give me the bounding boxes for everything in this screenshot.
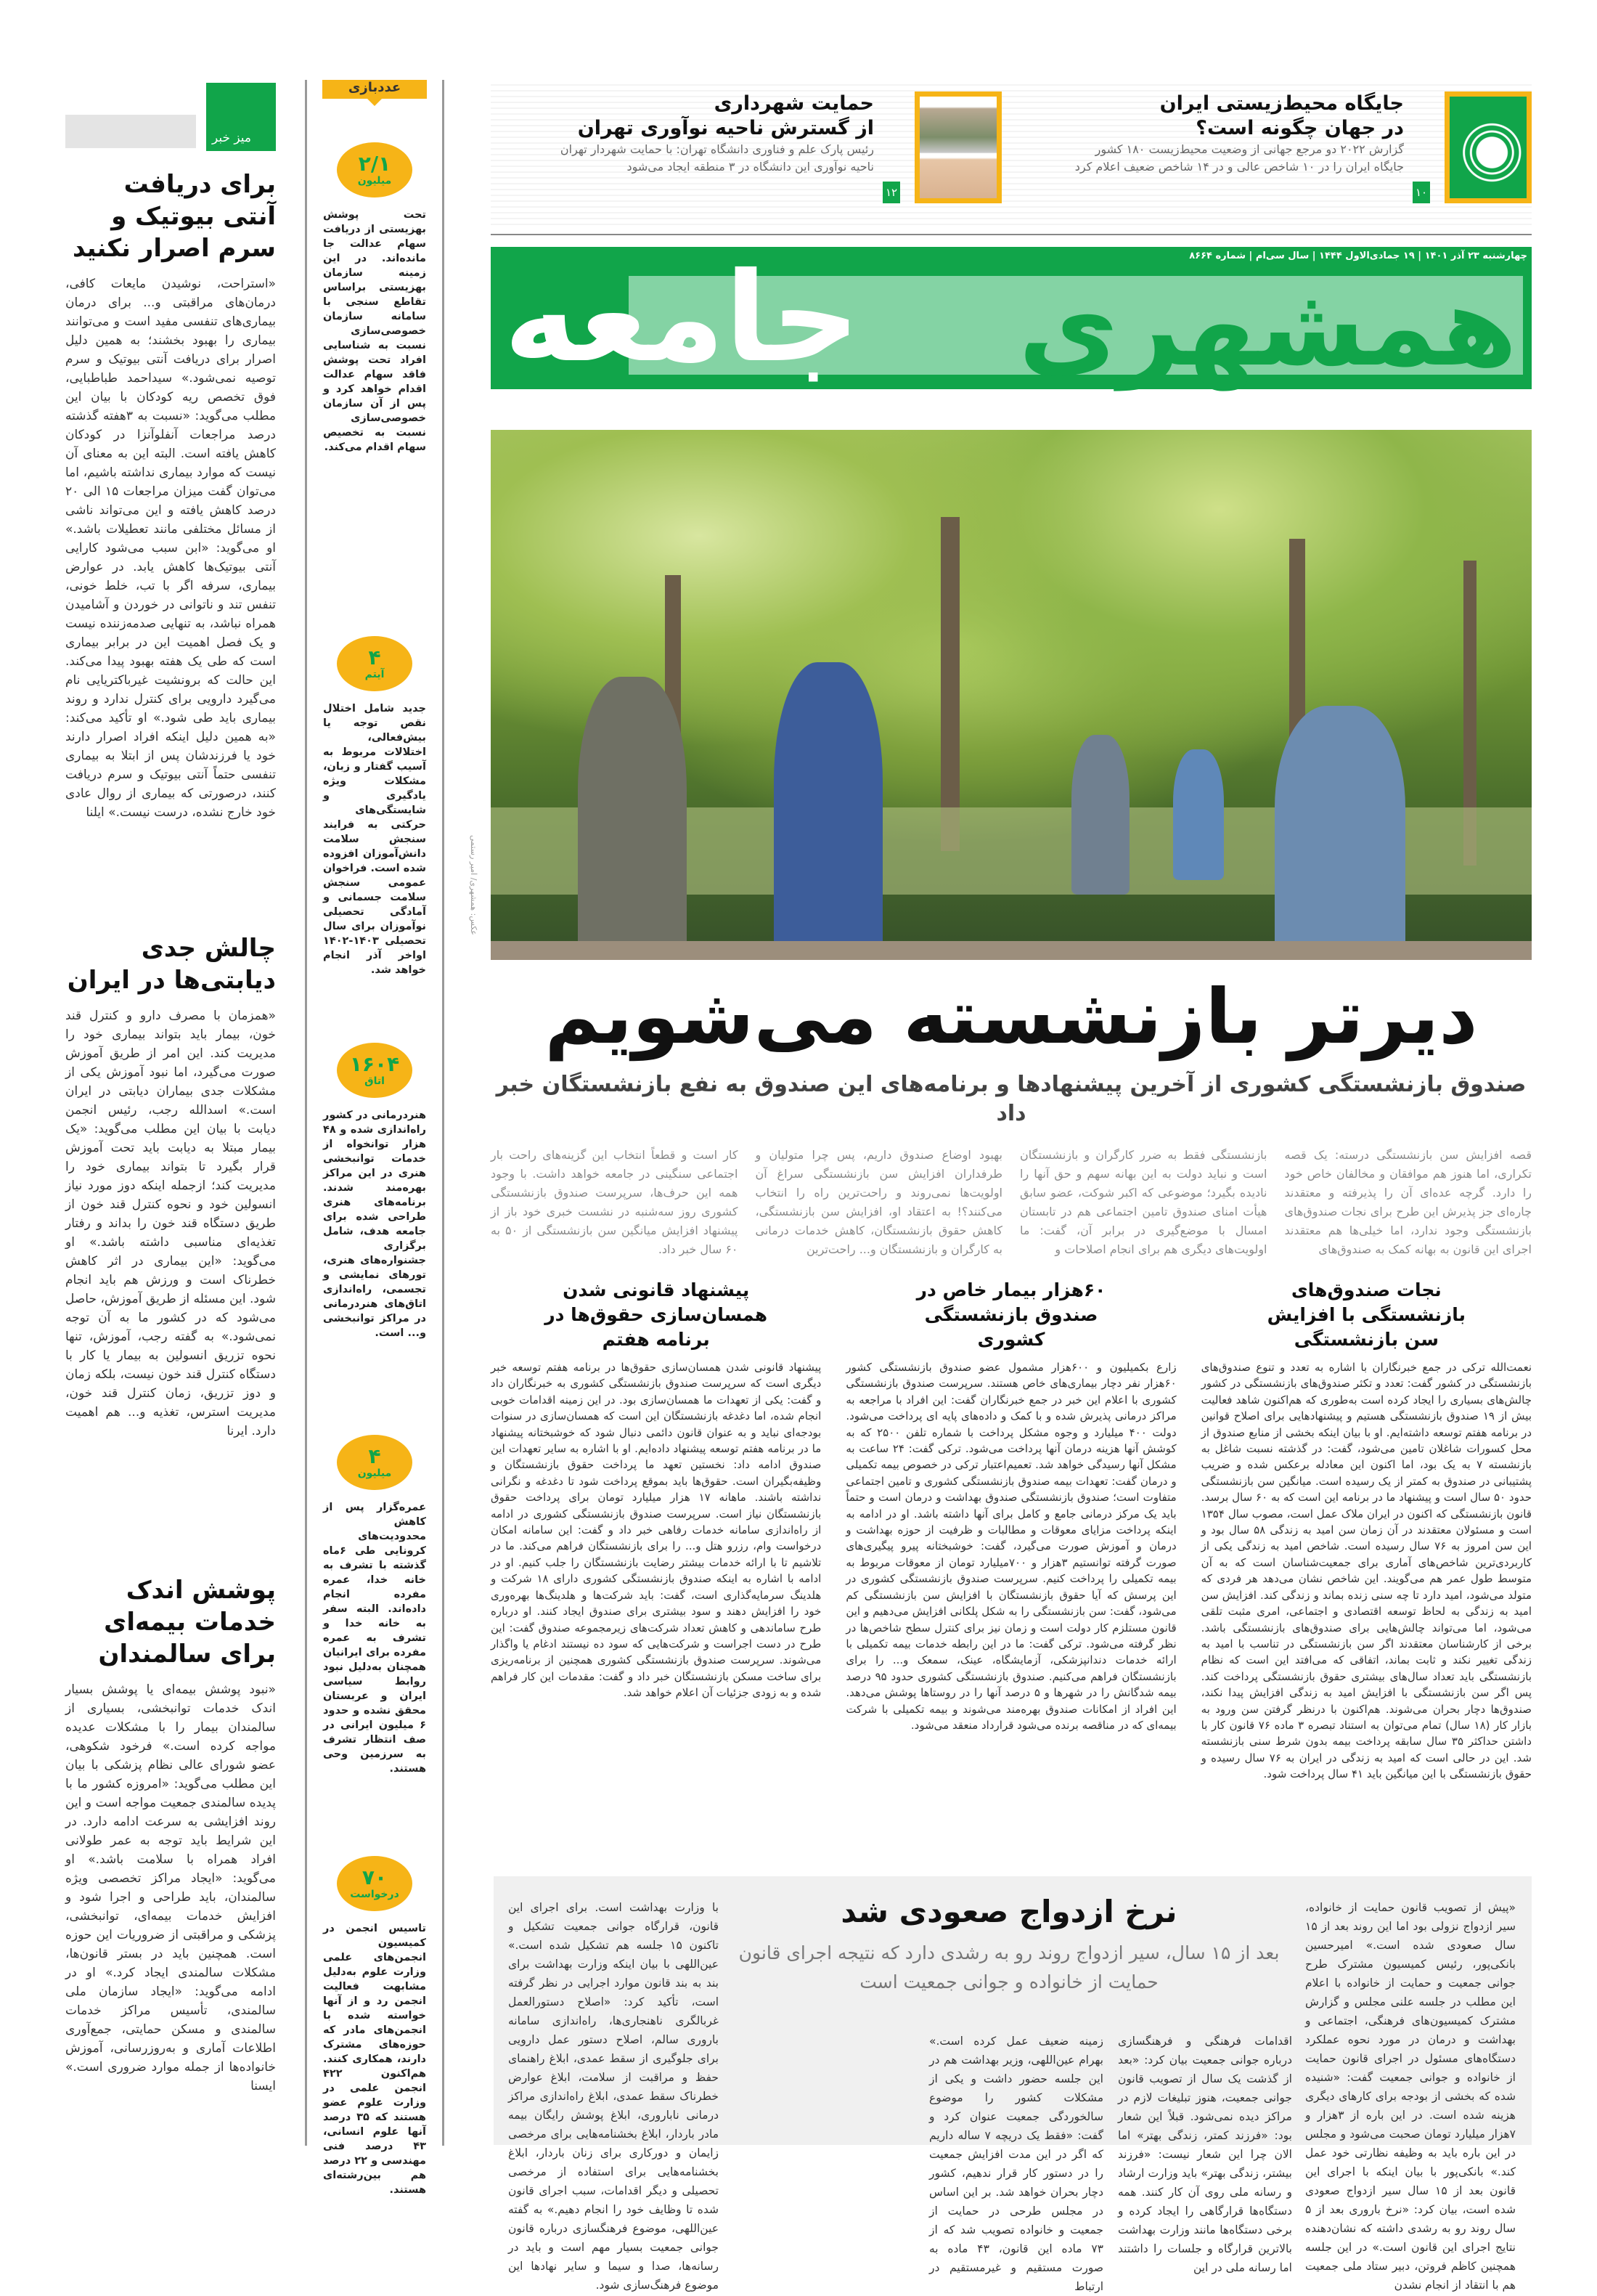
stat-bubble bbox=[337, 142, 412, 198]
lead-subheadline: صندوق بازنشستگی کشوری از آخرین پیشنهادها و برنامه‌های این صندوق به نفع بازنشستگان خبر داد bbox=[496, 1072, 1527, 1126]
stat-number: ۲/۱ bbox=[358, 152, 391, 176]
box-column: زمینه ضعیف عمل کرده است.» بهرام عین‌اللهی، وزیر بهداشت هم در این جلسه حضور داشت و یکی از مشکلات کشور را موضوع سالخوردگی جمعیت عنوان کرد و گفت: «فقط یک دریچه ۷ ساله داریم که اگر در این مدت افزایش جمعیت را در دستور کار قرار ندهیم، کشور دچار بحران خواهد شد. بر این اساس در مجلس طرحی در حمایت از جمعیت و خانواده تصویب شد که از ۷۳ ماده این قانون، ۴۳ ماده به صورت مستقیم و غیرمستقیم در ارتباط bbox=[929, 2035, 1104, 2293]
teaser-headline: جایگاه محیط‌زیستی ایران bbox=[1159, 92, 1404, 115]
section-column bbox=[846, 1278, 1176, 1863]
teaser-headline: در جهان چگونه است؟ bbox=[1196, 117, 1404, 139]
tag-bar bbox=[65, 115, 196, 148]
box-column: با وزارت بهداشت است. برای اجرای این قانون، قرارگاه جوانی جمعیت تشکیل و تاکنون ۱۵ جلسه هم تشکیل شده است.» عین‌اللهی با بیان اینکه وزارت بهداشت برای بند به بند قانون موارد اجرایی در نظر گرفته است، تأکید کرد: «اصلاح دستورالعمل غربالگری ناهنجاری‌ها، راه‌اندازی سامانه باروری سالم، اصلاح دستور عمل دارویی برای جلوگیری از سقط عمدی، ابلاغ راهنمای حفظ و مراقبت از سلامت، ابلاغ عوارض خطرناک سقط عمدی، ابلاغ راه‌اندازی مراکز درمانی ناباروری، ابلاغ پوشش رایگان بیمه مادر باردار، ابلاغ بخشنامه‌هایی برای مرخصی زایمان و دورکاری برای زنان باردار، ابلاغ بخشنامه‌هایی برای استفاده از مرخصی تحصیلی و دیگر اقدامات، سبب اجرای قانون شده تا وظایف خود را انجام دهیم.» به گفته عین‌اللهی، موضوع فرهنگسازی درباره قانون جوانی جمعیت بسیار مهم است و باید در رسانه‌ها، صدا و سیما و سایر نهادها این موضوع فرهنگ‌سازی شود. bbox=[508, 1901, 719, 2292]
tree-trunk bbox=[941, 517, 960, 851]
teaser-summary: گزارش ۲۰۲۲ دو مرجع جهانی از وضعیت محیط‌زیست ۱۸۰ کشور bbox=[1095, 142, 1404, 156]
stat-number: ۱۶۰۴ bbox=[349, 1052, 400, 1076]
stat-unit: درخواست bbox=[350, 1889, 399, 1900]
dateline: چهارشنبه ۲۳ آذر ۱۴۰۱ | ۱۹ جمادی‌الاول ۱۴۴۴ | سال سی‌ام | شماره ۸۶۶۴ bbox=[1189, 251, 1527, 261]
article-body: «استراحت، نوشیدن مایعات کافی، درمان‌های مراقبتی و... برای درمان بیماری‌های تنفسی مفید است و می‌توانند بیماری را بهبود بخشند؛ به همین دلیل اصرار برای دریافت آنتی بیوتیک و سرم توصیه نمی‌شود.» سیداحمد طباطبایی، فوق تخصص ریه کودکان با بیان این مطلب می‌گوید: «نسبت به ۳هفته گذشته درصد مراجعات آنفلوآنزا در کودکان کاهش یافته است. البته این به معنای آن نیست که موارد بیماری نداشته باشیم، اما می‌توان گفت میزان مراجعات ۱۵ الی ۲۰ درصد کاهش یافته و این می‌تواند ناشی از مسائل مختلفی مانند تعطیلات باشد.» او می‌گوید: «ابن سبب می‌شود کارایی آنتی بیوتیک‌ها کاهش یابد. در عوارض بیماری، سرفه اگر با تب، خلط خونی، تنفس تند و ناتوانی در خوردن و آشامیدن همراه نباشد، به تنهایی صدمه‌زننده نیست و یک فصل اهمیت این در برابر بیماری است که طی یک هفته بهبود پیدا می‌کند. این حالت که برونشیت غیرباکتریایی نام می‌گیرد دارویی برای کنترل ندارد و روند بیماری باید طی شود.» او تأکید می‌کند: «به همین دلیل اینکه افراد اصرار دارند خود یا فرزندشان پس از ابتلا به بیماری تنفسی حتماً آنتی بیوتیک و سرم دریافت کنند، درصورتی که بیماری از روال عادی خود خارج نشده، درست نیست.» ایلنا bbox=[65, 277, 276, 820]
elderly-man-blue-jacket bbox=[774, 662, 883, 960]
news-desk-label: میز خبر bbox=[206, 83, 276, 151]
teaser-strip bbox=[491, 80, 1532, 225]
section-body: زارع بکمیلیون و ۶۰۰هزار مشمول عضو صندوق بازنشستگی کشور ۶۰هزار نفر دچار بیماری‌های خاص هستند. سرپرست صندوق بازنشستگی کشوری با اعلام این خبر در جمع خبرنگاران گفت: این افراد با مراجعه به مراکز درمانی پذیرش شده و با کمک و داده‌های پایه ای پرداخت می‌شود. دولت ۴۰۰ میلیارد و وجوه مشکل پرداخت با شماره تلفن ۲۵۰۰ که به کوشش آنها هزینه درمان آنها پرداخت می‌شود. ترکی گفت: ۲۴ ساعت به مشکل آنها رسیدگی خواهد شد. تعمیم‌اعتبار ترکی در خصوص بیمه تکمیلی و درمان گفت: تعهدات بیمه صندوق بازنشستگی کشوری و تامین اجتماعی متفاوت است؛ صندوق بازنشستگی صندوق بهداشت و درمان است و حتماً باید یک مرکز درمانی جامع و کامل برای آنها داشته باشد. او در ادامه به اینکه پرداخت مزایای معوقات و مطالبات و ظرفیت از حوزه بهداشت و درمان و آموزش صورت می‌گیرد، گفت: خوشبختانه پیرو پیگیری‌های صورت گرفته توانستیم ۳هزار و ۷۰۰میلیارد تومان از معوقات مربوط به بیمه تکمیلی را پرداخت کنیم. سرپرست صندوق بازنشستگی کشوری در این پرسش که آیا حقوق بازنشستگان با افزایش سن بازنشستگی کم می‌شود، گفت: سن بازنشستگی را به شکل پلکانی افزایش می‌دهیم و این قانون مستلزم کار دولت است و زمان نیز برای کنترل سطح شاخص‌ها در نظر گرفته می‌شود. ترکی گفت: ما در این رابطه خدمات بیمه تکمیلی با ارائه خدمات دندانپزشکی، آزمایشگاه، عینک، سمعک و... را برای بازنشستگان فراهم می‌کنیم. صندوق بازنشستگی کشوری حدود ۹۵ درصد بیمه شدگانش را در شهرها و ۵ درصد آنها را در روستاها پوشش می‌دهد. این افراد از امکانات صندوق بهره‌مند می‌شوند و بیمه تکمیلی با شرکت بیمه‌ای که در مناقصه برنده می‌شود قرارداد منعقد می‌شود. bbox=[846, 1361, 1177, 1732]
stat-bubble bbox=[337, 1856, 412, 1911]
stat-text: هنردرمانی در کشور راه‌اندازی شده و ۴۸ هزار توانخواه از خدمات توانبخشی هنری در این مراکز بهره‌مند شدند. برنامه‌های هنری طراحی شده برای جامعه هدف، شامل برگزاری جشنواره‌های هنری، تورهای نمایشی و تجسمی، راه‌اندازی اتاق‌های هنردرمانی در مراکز توانبخشی و... است. bbox=[323, 1110, 426, 1339]
stat-text: جدید شامل اختلال نقص توجه یا بیش‌فعالی، اختلالات مربوط به آسیب گفتار و زبان، مشکلات ویژه یادگیری و شایستگی‌های حرکتی به فرایند سنجش سلامت دانش‌آموزان افزوده شده است. فراخوان عمومی سنجش سلامت جسمانی و آمادگی تحصیلی نوآموزان برای سال تحصیلی ۱۴۰۳-۱۴۰۲ اواخر آذر انجام خواهد شد. bbox=[323, 703, 426, 976]
section-body: پیشنهاد قانونی شدن همسان‌سازی حقوق‌ها در برنامه هفتم توسعه خبر دیگری است که سرپرست صندوق بازنشستگی کشوری به خبرنگاران داد و گفت: یکی از تعهدات ما همسان‌سازی بود. در این زمینه اقدامات خوبی انجام شده، اما دغدغه بازنشستگان این است که همسان‌سازی در سنوات بودجه‌ای نباید و به عنوان قانون دائمی دنبال شود که خوشبختانه پیشنهاد ما در برنامه هفتم توسعه پیشنهاد داده‌ایم. او با اشاره به سایر تعهدات این صندوق ادامه داد: نخستین تعهد ما پرداخت حقوق بازنشستگان و وظیفه‌بگیران است. حقوق‌ها باید بموقع پرداخت شود تا دغدغه و نگرانی نداشته باشند. ماهانه ۱۷ هزار میلیارد تومان برای پرداخت حقوق بازنشستگان نیاز است. سرپرست صندوق بازنشستگی کشوری در ادامه از راه‌اندازی سامانه خدمات رفاهی خبر داد و گفت: این سامانه امکان درخواست وام، رزرو هتل و... را برای بازنشستگان فراهم می‌کند. ما در تلاشیم تا با ارائه خدمات بیشتر رضایت بازنشستگان را جلب کنیم. او در ادامه با اشاره به اینکه صندوق بازنشستگی کشوری دارای ۱۸ شرکت و هلدینگ سرمایه‌گذاری است، گفت: باید شرکت‌ها و هلدینگ‌ها بهره‌وری خود را افزایش دهند و سود بیشتری برای صندوق ایجاد کنند. او درباره طرح ساماندهی و کاهش تعداد شرکت‌های زیرمجموعه صندوق گفت: این طرح در دست اجراست و شرکت‌هایی که سود ده نیستند ادغام یا واگذار می‌شوند. سرپرست صندوق بازنشستگی کشوری همچنین از برنامه‌ریزی برای ساخت مسکن بازنشستگان خبر داد و گفت: مقدمات این کار فراهم شده و به زودی جزئیات آن اعلام خواهد شد. bbox=[491, 1361, 822, 1700]
lead-intro bbox=[491, 1146, 1532, 1259]
seated-man bbox=[1173, 749, 1224, 880]
masthead bbox=[491, 247, 1532, 389]
stat-item bbox=[307, 1043, 442, 1435]
page-number-badge: ۱۲ bbox=[883, 182, 900, 203]
iran-map-icon bbox=[1445, 91, 1532, 203]
stat-unit: اتاق bbox=[364, 1075, 385, 1087]
number-stats-sidebar bbox=[305, 80, 444, 2196]
lead-sections bbox=[491, 1278, 1532, 1863]
teaser-summary: ناحیه نوآوری این دانشگاه در ۳ منطقه ایجاد می‌شود bbox=[626, 160, 874, 174]
teaser-environment[interactable] bbox=[1031, 91, 1532, 215]
stat-text: تاسیس انجمن در کمیسیون انجمن‌های علمی وزارت علوم به‌دلیل مشابهت فعالیت انجمن رد و از آنها خواسته شده با انجمن‌های مادر که حوزه‌های مشترک دارند، همکاری کنند. هم‌اکنون ۴۲۲ انجمن علمی در وزارت علوم عضو هستند که ۳۵ درصد آنها علوم انسانی، ۴۳ درصد فنی مهندسی و ۲۲ درصد هم بین‌رشته‌ای هستند. bbox=[323, 1923, 426, 2196]
elderly-man-grey-coat bbox=[578, 677, 687, 960]
stat-item bbox=[307, 636, 442, 1043]
box-column: اقدامات فرهنگی و فرهنگسازی درباره جوانی جمعیت بیان کرد: «بعد از گذشت یک سال از تصویب قانون جوانی جمعیت، هنوز تبلیغات لازم در مراکز دیده نمی‌شود. قبلاً این شعار بود: «فرزند کمتر، زندگی بهتر» اما الان چرا این شعار نیست: «فرزند بیشتر، زندگی بهتر» باید وزارت ارشاد و رسانه ملی روی آن کار کنند. همه دستگاه‌ها قرارگاهی را ایجاد کرده و برخی دستگاه‌ها مانند وزارت بهداشت بالاترین قرارگاه و جلسات را داشتند اما رسانه ملی در این bbox=[1118, 2035, 1292, 2274]
standing-man bbox=[1071, 735, 1130, 895]
page-number-badge: ۱۰ bbox=[1413, 182, 1430, 203]
section-column bbox=[491, 1278, 821, 1863]
photo-credit: عکس: همشهری/ امیر رستمی bbox=[469, 835, 478, 935]
section-headline: پیشنهاد قانونی شدن همسان‌سازی حقوق‌ها در برنامه هفتم bbox=[544, 1279, 768, 1350]
article-headline[interactable]: چالش جدی دیابتی‌ها در ایران bbox=[67, 934, 276, 995]
stat-item bbox=[307, 1435, 442, 1856]
article-headline[interactable]: پوشش اندک خدمات بیمه‌ای برای سالمندان bbox=[98, 1576, 276, 1669]
intro-column: قصه افزایش سن بازنشستگی درسته: یک قصه تکراری، اما هنوز هم موافقان و مخالفان خاص خود را دارد. گرچه عده‌ای آن را پذیرفته و معتقدند چاره‌ای جز پذیرش این طرح برای نجات صندوق‌های بازنشستگی وجود ندارد، اما خیلی‌ها هم معتقدند اجرای این قانون به بهانه کمک به صندوق‌های bbox=[1284, 1148, 1532, 1256]
section-body: نعمت‌الله ترکی در جمع خبرنگاران با اشاره به تعدد و تنوع صندوق‌های بازنشستگی در کشور گفت: تعدد و تکثر صندوق‌های بازنشستگی در کشور چالش‌های بسیاری را ایجاد کرده است به‌طوری که هم‌اکنون شاهد فعالیت بیش از ۱۹ صندوق بازنشستگی هستیم و پیشنهادهایی برای اصلاح قوانین در برنامه هفتم توسعه داشته‌ایم. او با بیان اینکه بخشی از منابع صندوق از محل کسورات شاغلان تامین می‌شود، گفت: در گذشته نسبت شاغل به بازنشسته ۷ به یک بود، اما اکنون این معادله برعکس شده و ضریب پشتیبانی در صندوق به کمتر از یک رسیده است. میانگین سن بازنشستگی حدود ۵۰ سال است و پیشنهاد ما در برنامه این است که به ۶۰ سال برسد. قانون بازنشستگی که اکنون در ایران ملاک عمل است، مصوب سال ۱۳۵۴ است و مسئولان معتقدند در آن زمان سن امید به زندگی ۵۸ سال بود و این سن امروز به ۷۶ سال رسیده است. شاخص امید به زندگی یکی از کاربردی‌ترین شاخص‌های آماری برای جمعیت‌شناسان است که به آن متوسط طول عمر هم می‌گویند. این شاخص نشان می‌دهد هر فردی که متولد می‌شود، امید دارد تا چه سنی زنده بماند و زندگی کند. افزایش سن امید به زندگی به لحاظ توسعه اقتصادی و اجتماعی، امری مثبت تلقی می‌شود، اما می‌تواند چالش‌هایی برای صندوق‌های بازنشستگی باشد. برخی از کارشناسان معتقدند اگر سن بازنشستگی در تناسب با امید به زندگی تغییر نکند و ثابت بماند، اتفاقی که می‌افتد این است که نظام بازنشستگی باید تعداد سال‌های بیشتری حقوق بازنشستگی پرداخت کند. پس اگر سن بازنشستگی با افزایش امید به زندگی افزایش پیدا نکند، صندوق‌ها دچار بحران می‌شوند. هم‌اکنون با درنظر گرفتن سن ورود به بازار کار (۱۸ سال) تمام می‌توان به استناد تبصره ۳ ماده ۷۶ قانون کار با داشتن حداکثر ۳۵ سال سابقه پرداخت بیمه بدون شرط سنی بازنشسته شد. این در حالی است که امید به زندگی در ایران به ۷۶ سال رسیده و حقوق بازنشستگی با این میانگین باید ۴۱ سال پرداخت شود. bbox=[1201, 1361, 1532, 1781]
section-headline: ۶۰هزار بیمار خاص در صندوق بازنشستگی کشوری bbox=[916, 1279, 1106, 1350]
stat-unit: میلیون bbox=[357, 1467, 392, 1479]
article-body: «همزمان با مصرف دارو و کنترل قند خون، بیمار باید بتواند بیماری خود را مدیریت کند. این امر از طریق آموزش صورت می‌گیرد، اما نبود آموزش یکی از مشکلات جدی بیماران دیابتی در ایران است.» اسدالله رجب، رئیس انجمن دیابت با بیان این مطلب می‌گوید: «یک بیمار مبتلا به دیابت باید تحت آموزش قرار بگیرد تا بتواند بیماری خود را مدیریت کند؛ ازجمله اینکه دوز مورد نیاز انسولین خود و نحوه کنترل قند خون از طریق دستگاه قند خون را بداند و رفتار تغذیه‌ای مناسبی داشته باشد.» او می‌گوید: «این بیماری در اثر کاهش خطرناک است و ورزش هم باید انجام شود. این مسئله از طریق آموزش، حاصل می‌شود که در کشور ما به آن توجه نمی‌شود.» به گفته رجب، آموزش، تنها نحوه تزریق انسولین به بیمار یا کار با دستگاه کنترل قند خون نیست، بلکه زمان و دوز تزریق، زمان کنترل قند خون، مدیریت استرس، تغذیه و... هم اهمیت دارد. ایرنا bbox=[65, 1009, 276, 1438]
teaser-summary: رئیس پارک علم و فناوری دانشگاه تهران: با حمایت شهردار تهران bbox=[560, 142, 874, 156]
city-in-hand-image bbox=[915, 91, 1002, 203]
lead-photo bbox=[491, 430, 1532, 960]
stat-item bbox=[307, 1856, 442, 2226]
stats-label: عددبازی bbox=[322, 80, 427, 99]
teaser-summary: جایگاه ایران را در ۱۰ شاخص عالی و در ۱۴ شاخص ضعیف اعلام کرد bbox=[1074, 160, 1404, 174]
teaser-municipality[interactable] bbox=[494, 91, 1002, 215]
intro-column: کار است و قطعاً انتخاب این گزینه‌های راحت بار اجتماعی سنگینی در جامعه خواهد داشت. با وجود همه این حرف‌ها، سرپرست صندوق بازنشستگی کشوری روز سه‌شنبه در نشست خبری خود باز از پیشنهاد افزایش میانگین سن بازنشستگی از ۵۰ به ۶۰ سال خبر داد. bbox=[491, 1148, 738, 1256]
stat-unit: میلیون bbox=[357, 175, 392, 187]
article-headline[interactable]: برای دریافت آنتی بیوتیک و سرم اصرار نکنید bbox=[72, 170, 276, 263]
section-column bbox=[1201, 1278, 1532, 1863]
marriage-rate-box bbox=[494, 1876, 1532, 2293]
news-desk-column bbox=[65, 80, 276, 2210]
article-body: «نبود پوشش بیمه‌ای یا پوشش بسیار اندک خدمات توانبخشی، بسیاری از سالمندان بیمار را با مشکلات عدیده مواجه کرده است.» فرخود شکوهی، عضو شورای عالی نظام پزشکی با بیان این مطلب می‌گوید: «امروزه کشور ما با پدیده سالمندی جمعیت مواجه است و این روند افزایشی به سرعت ادامه دارد. در این شرایط باید توجه به عمر طولانی افراد همراه با سلامت باشد.» او می‌گوید: «ایجاد مراکز تخصصی ویژه سالمندان، باید طراحی و اجرا شود و افزایش خدمات بیمه‌ای، توانبخشی، پزشکی و مراقبتی از ضروریات این حوزه است. همچنین باید در بستر قانون‌ها، مشکلات سالمندی ایجاد کرد.» او در ادامه می‌گوید: «ایجاد سازمان ملی سالمندی، تأسیس مراکز خدمات سالمندی و مسکن حمایتی، جمع‌آوری اطلاعات آماری و به‌روزرسانی، آموزش خانواده‌ها از جمله موارد ضروری است.» ایسنا bbox=[65, 1682, 276, 2093]
lead-story bbox=[491, 973, 1532, 1863]
stat-number: ۷۰ bbox=[362, 1865, 388, 1889]
teaser-headline: از گسترش ناحیه نوآوری تهران bbox=[577, 117, 874, 139]
man-plaid-shirt bbox=[1275, 706, 1405, 960]
section-headline: نجات صندوق‌های بازنشستگی با افزایش سن بازنشستگی bbox=[1267, 1279, 1466, 1350]
teaser-headline: حمایت شهرداری bbox=[714, 92, 874, 115]
newspaper-name: همشهری bbox=[1018, 264, 1517, 391]
stat-item bbox=[307, 142, 442, 636]
bench bbox=[491, 941, 1532, 960]
stat-text: عمره‌گزار پس از کاهش محدودیت‌های کرونایی طی ۶ماه گذشته با تشرف به خانه خدا، عمره مفرده انجام داده‌اند. البته سفر به خانه خدا و تشرف به عمره مفرده برای ایرانیان همچنان به‌دلیل نبود روابط سیاسی ایران و عربستان محقق نشده و حدود ۶ میلیون ایرانی در صف انتظار تشرف به سرزمین وحی هستند. bbox=[323, 1502, 426, 1775]
stat-number: ۴ bbox=[368, 646, 381, 669]
stat-number: ۴ bbox=[368, 1444, 381, 1468]
box-headline[interactable]: نرخ ازدواج صعودی شد bbox=[841, 1894, 1177, 1929]
stat-unit: آیتم bbox=[364, 669, 385, 680]
news-desk-tag bbox=[65, 80, 276, 147]
box-subheadline: بعد از ۱۵ سال، سیر ازدواج روند رو به رشدی دارد که نتیجه اجرای قانون حمایت از خانواده و جوانی جمعیت است bbox=[738, 1942, 1280, 1992]
box-column: «پیش از تصویب قانون حمایت از خانواده، سیر ازدواج نزولی بود اما این روند بعد از ۱۵ سال صعودی شده است.» امیرحسین بانکی‌پور، رئیس کمیسیون مشترک طرح جوانی جمعیت و حمایت از خانواده با اعلام این مطلب در جلسه علنی مجلس و گزارش مشترک کمیسیون‌های فرهنگی، اجتماعی و بهداشت و درمان در مورد نحوه عملکرد دستگاه‌های مسئول در اجرای قانون حمایت از خانواده و جوانی جمعیت گفت: «شنیده شده که بخشی از بودجه برای کارهای دیگری هزینه شده است. در این باره از ۳هزار و ۷هزار میلیارد تومان صحبت می‌شود و مجلس در این باره باید به وظیفه نظارتی خود عمل کند.» بانکی‌پور با بیان اینکه با اجرای این قانون بعد از ۱۵ سال سیر ازدواج صعودی شده است، بیان کرد: «نرخ باروری بعد از ۵ سال روند رو به رشدی داشته که نشان‌دهنده نتایج اجرای این قانون است.» در این جلسه همچنین کاظم فروتن، دبیر ستاد ملی جمعیت هم با انتقاد از انجام نشدن bbox=[1305, 1901, 1516, 2292]
lead-headline[interactable]: دیرتر بازنشسته می‌شویم bbox=[544, 972, 1478, 1061]
intro-column: بهبود اوضاع صندوق داریم، پس چرا متولیان و طرفداران افزایش سن بازنشستگی سراغ آن اولویت‌ها نمی‌روند و راحت‌ترین راه را انتخاب می‌کنند؟! به اعتقاد او، افزایش سن بازنشستگی، کاهش حقوق بازنشستگان، کاهش خدمات درمانی به کارگران و بازنشستگان و... راحت‌ترین bbox=[755, 1148, 1002, 1256]
stat-bubble bbox=[337, 1435, 412, 1490]
stat-text: تحت پوشش بهزیستی از دریافت سهام عدالت جا مانده‌اند. در این زمینه سازمان بهزیستی براساس تقاطع سنجی با سامانه سازمان خصوصی‌سازی نسبت به شناسایی افراد تحت پوشش فاقد سهام عدالت اقدام خواهد کرد و پس از آن سازمان خصوصی‌سازی نسبت به تخصیص سهام اقدام می‌کند. bbox=[323, 209, 426, 453]
intro-column: بازنشستگی فقط به ضرر کارگران و بازنشستگان است و نباید دولت به این بهانه سهم و حق آنها را نادیده بگیرد؛ موضوعی که اکبر شوکت، عضو سابق هیأت امنای صندوق تامین اجتماعی هم در تابستان امسال با موضع‌گیری در برابر آن، گفت: ما اولویت‌های دیگری هم برای انجام اصلاحات و bbox=[1020, 1148, 1267, 1256]
divider bbox=[491, 234, 1532, 235]
stat-bubble bbox=[337, 1043, 412, 1098]
stat-bubble bbox=[337, 636, 412, 691]
section-name: جامعه bbox=[504, 246, 860, 390]
